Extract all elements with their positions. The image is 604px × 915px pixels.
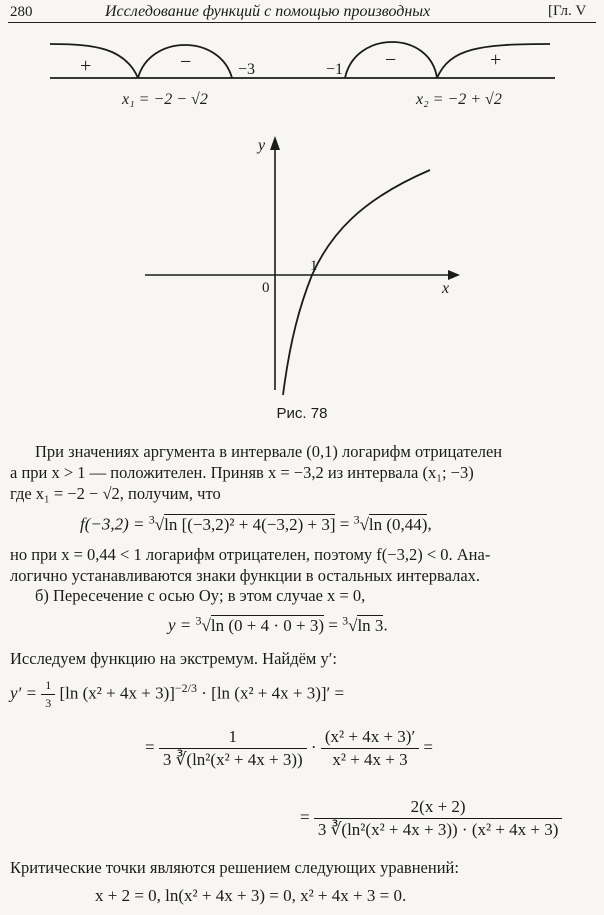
- equation-5: [300, 797, 562, 840]
- x-axis-label: x: [442, 280, 450, 297]
- para4: Исследуем функцию на экстремум. Найдём y′:: [10, 649, 337, 668]
- eq1-radicand-2: ln (0,44): [368, 514, 428, 534]
- eq5-num: 2(x + 2): [314, 797, 563, 819]
- eq2-radical-2: $^3$√ln 3: [342, 613, 384, 635]
- para2-line1: но при x = 0,44 < 1 логарифм отрицателен, поэтому f(−3,2) < 0. Ана-: [10, 545, 491, 564]
- eq5-fraction: [314, 797, 563, 840]
- x-axis-arrow: [448, 270, 460, 280]
- eq1-radical-1: $^3$√ln [(−3,2)² + 4(−3,2) + 3]: [148, 512, 336, 534]
- para5: Критические точки являются решением следующих уравнений:: [10, 858, 459, 877]
- eq2-lhs: y =: [168, 615, 192, 635]
- eq2-end: .: [383, 615, 388, 635]
- sign-1: +: [80, 55, 92, 77]
- para1-line3: где x₁ = −2 − √2, получим, что: [10, 484, 221, 503]
- y-axis-label: y: [258, 137, 266, 154]
- eq3-body: [ln (x² + 4x + 3)]: [59, 683, 175, 703]
- eq3-lhs: y′ =: [10, 683, 37, 703]
- equation-2: [168, 613, 388, 636]
- eq3-fraction: [41, 678, 55, 711]
- chapter-mark: [Гл. V: [548, 3, 587, 19]
- eq4-fraction-2: [321, 727, 419, 770]
- eq1-lhs: f(−3,2) =: [80, 514, 145, 534]
- figure-caption: Рис. 78: [276, 405, 328, 422]
- sign-diagram: [0, 24, 604, 114]
- eq4-f2-num: (x² + 4x + 3)′: [321, 727, 419, 749]
- eq1-radical-2: $^3$√ln (0,44): [353, 512, 428, 534]
- sign-4: +: [490, 49, 502, 71]
- page-number: 280: [10, 4, 33, 20]
- eq3-frac-num: 1: [41, 678, 55, 695]
- x2-label: x₂ = −2 + √2: [416, 91, 502, 108]
- header-rule: [8, 22, 596, 23]
- label-minus-1: −1: [326, 61, 344, 78]
- arc-plus-left: [50, 44, 138, 78]
- eq3-frac-den: 3: [45, 696, 52, 710]
- x1-label: x₁ = −2 − √2: [122, 91, 208, 108]
- para1-line1: При значениях аргумента в интервале (0,1) логарифм отрицателен: [35, 442, 503, 461]
- tick-label-1: 1: [310, 258, 318, 274]
- equation-6: x + 2 = 0, ln(x² + 4x + 3) = 0, x² + 4x + 3 = 0.: [95, 886, 407, 905]
- eq4-f1-den: 3 ∛(ln²(x² + 4x + 3)): [162, 750, 303, 769]
- eq1-end: ,: [427, 514, 432, 534]
- origin-label: 0: [262, 280, 270, 296]
- eq4-eq: =: [145, 737, 155, 757]
- running-title: Исследование функций с помощью производных: [105, 3, 431, 20]
- label-minus-3: −3: [238, 61, 256, 78]
- eq4-f1-num: 1: [159, 727, 307, 749]
- sign-2: −: [180, 51, 192, 73]
- eq5-den: 3 ∛(ln²(x² + 4x + 3)) · (x² + 4x + 3): [317, 820, 559, 839]
- sign-3: −: [385, 49, 397, 71]
- equation-4: [145, 727, 433, 770]
- eq4-dot: ·: [310, 737, 317, 757]
- eq3-tail: · [ln (x² + 4x + 3)]′ =: [201, 683, 345, 703]
- para1-line2: а при x > 1 — положителен. Приняв x = −3,2 из интервала (x₁; −3): [10, 463, 474, 482]
- eq4-fraction-1: [159, 727, 307, 770]
- eq4-f2-den: x² + 4x + 3: [332, 750, 408, 769]
- eq2-radicand-1: ln (0 + 4 · 0 + 3): [210, 615, 325, 635]
- function-curve: [283, 170, 430, 395]
- figure-78: [0, 120, 604, 405]
- equation-3: [10, 678, 344, 711]
- eq2-radicand-2: ln 3: [357, 615, 384, 635]
- para3-line1: б) Пересечение с осью Oy; в этом случае x = 0,: [35, 586, 366, 605]
- equation-1: [80, 512, 432, 535]
- eq1-mid: =: [339, 514, 350, 534]
- y-axis-arrow: [270, 136, 280, 150]
- eq4-end: =: [423, 737, 433, 757]
- eq1-radicand-1: ln [(−3,2)² + 4(−3,2) + 3]: [164, 514, 336, 534]
- eq3-exponent: −2/3: [174, 680, 197, 695]
- eq5-eq: =: [300, 807, 310, 827]
- eq2-radical-1: $^3$√ln (0 + 4 · 0 + 3): [195, 613, 325, 635]
- eq2-mid: =: [328, 615, 338, 635]
- para2-line2: логично устанавливаются знаки функции в остальных интервалах.: [10, 566, 481, 585]
